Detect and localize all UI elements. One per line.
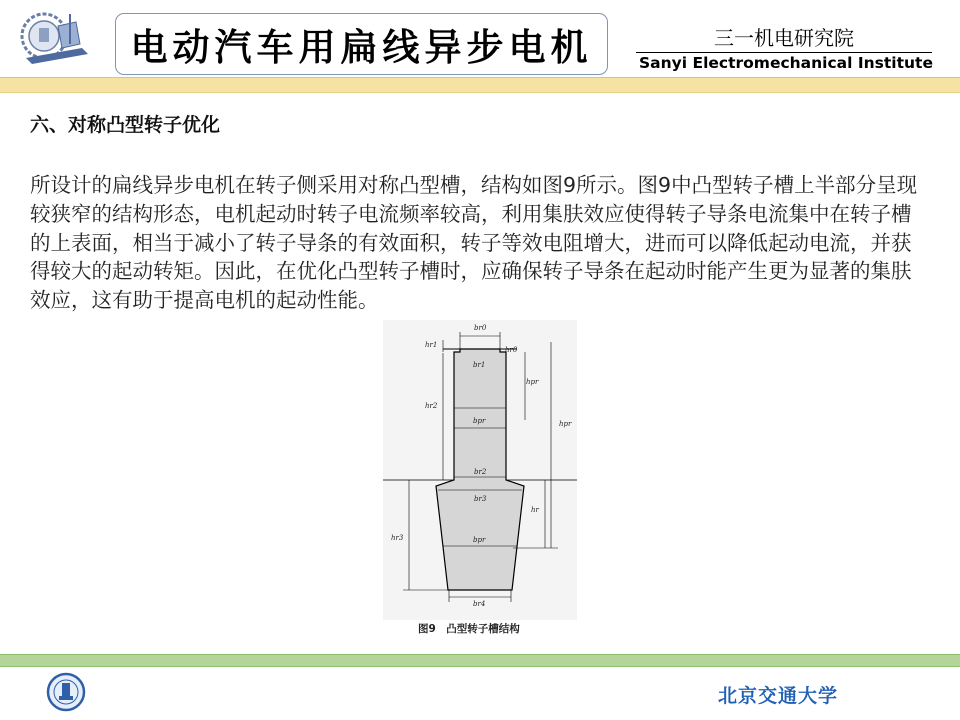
label-hr2: hr2 [425,402,438,410]
label-hr3: hr3 [391,534,404,542]
label-bpr-upper: bpr [473,417,486,425]
label-br0: br0 [474,324,487,332]
institute-logo [18,8,92,68]
slide-title: 电动汽车用扁线异步电机 [130,25,593,69]
slide-title-box [115,13,608,75]
label-hr: hr [531,506,539,514]
figure-caption: 图9 凸型转子槽结构 [418,623,520,635]
label-br1: br1 [473,361,486,369]
label-hpr-upper: hpr [526,378,539,386]
label-br3: br3 [474,495,487,503]
rotor-slot-diagram [383,320,577,620]
institute-name-cn: 三一机电研究院 [714,26,854,50]
institute-name-en: Sanyi Electromechanical Institute [639,54,933,72]
label-br2: br2 [474,468,487,476]
label-br4: br4 [473,600,486,608]
rotor-slot-figure [383,320,577,620]
institute-divider [636,52,932,53]
label-hr1: hr1 [425,341,438,349]
label-hpr-total: hpr [559,420,572,428]
footer-band [0,654,960,667]
university-logo [46,672,86,712]
label-hr0: hr0 [505,346,518,354]
header-band [0,77,960,93]
section-heading: 六、对称凸型转子优化 [30,114,221,136]
label-bpr-lower: bpr [473,536,486,544]
university-name: 北京交通大学 [718,685,839,707]
section-paragraph: 所设计的扁线异步电机在转子侧采用对称凸型槽，结构如图9所示。图9中凸型转子槽上半部分呈现较狭窄的结构形态，电机起动时转子电流频率较高，利用集肤效应使得转子导条电流集中在转子槽的上表面，相当于减小了转子导条的有效面积，转子等效电阻增大，进而可以降低起动电流，并获得较大的起动转矩。因此，在优化凸型转子槽时，应确保转子导条在起动时能产生更为显著的集肤效应，这有助于提高电机的起动性能。 [30,173,918,313]
